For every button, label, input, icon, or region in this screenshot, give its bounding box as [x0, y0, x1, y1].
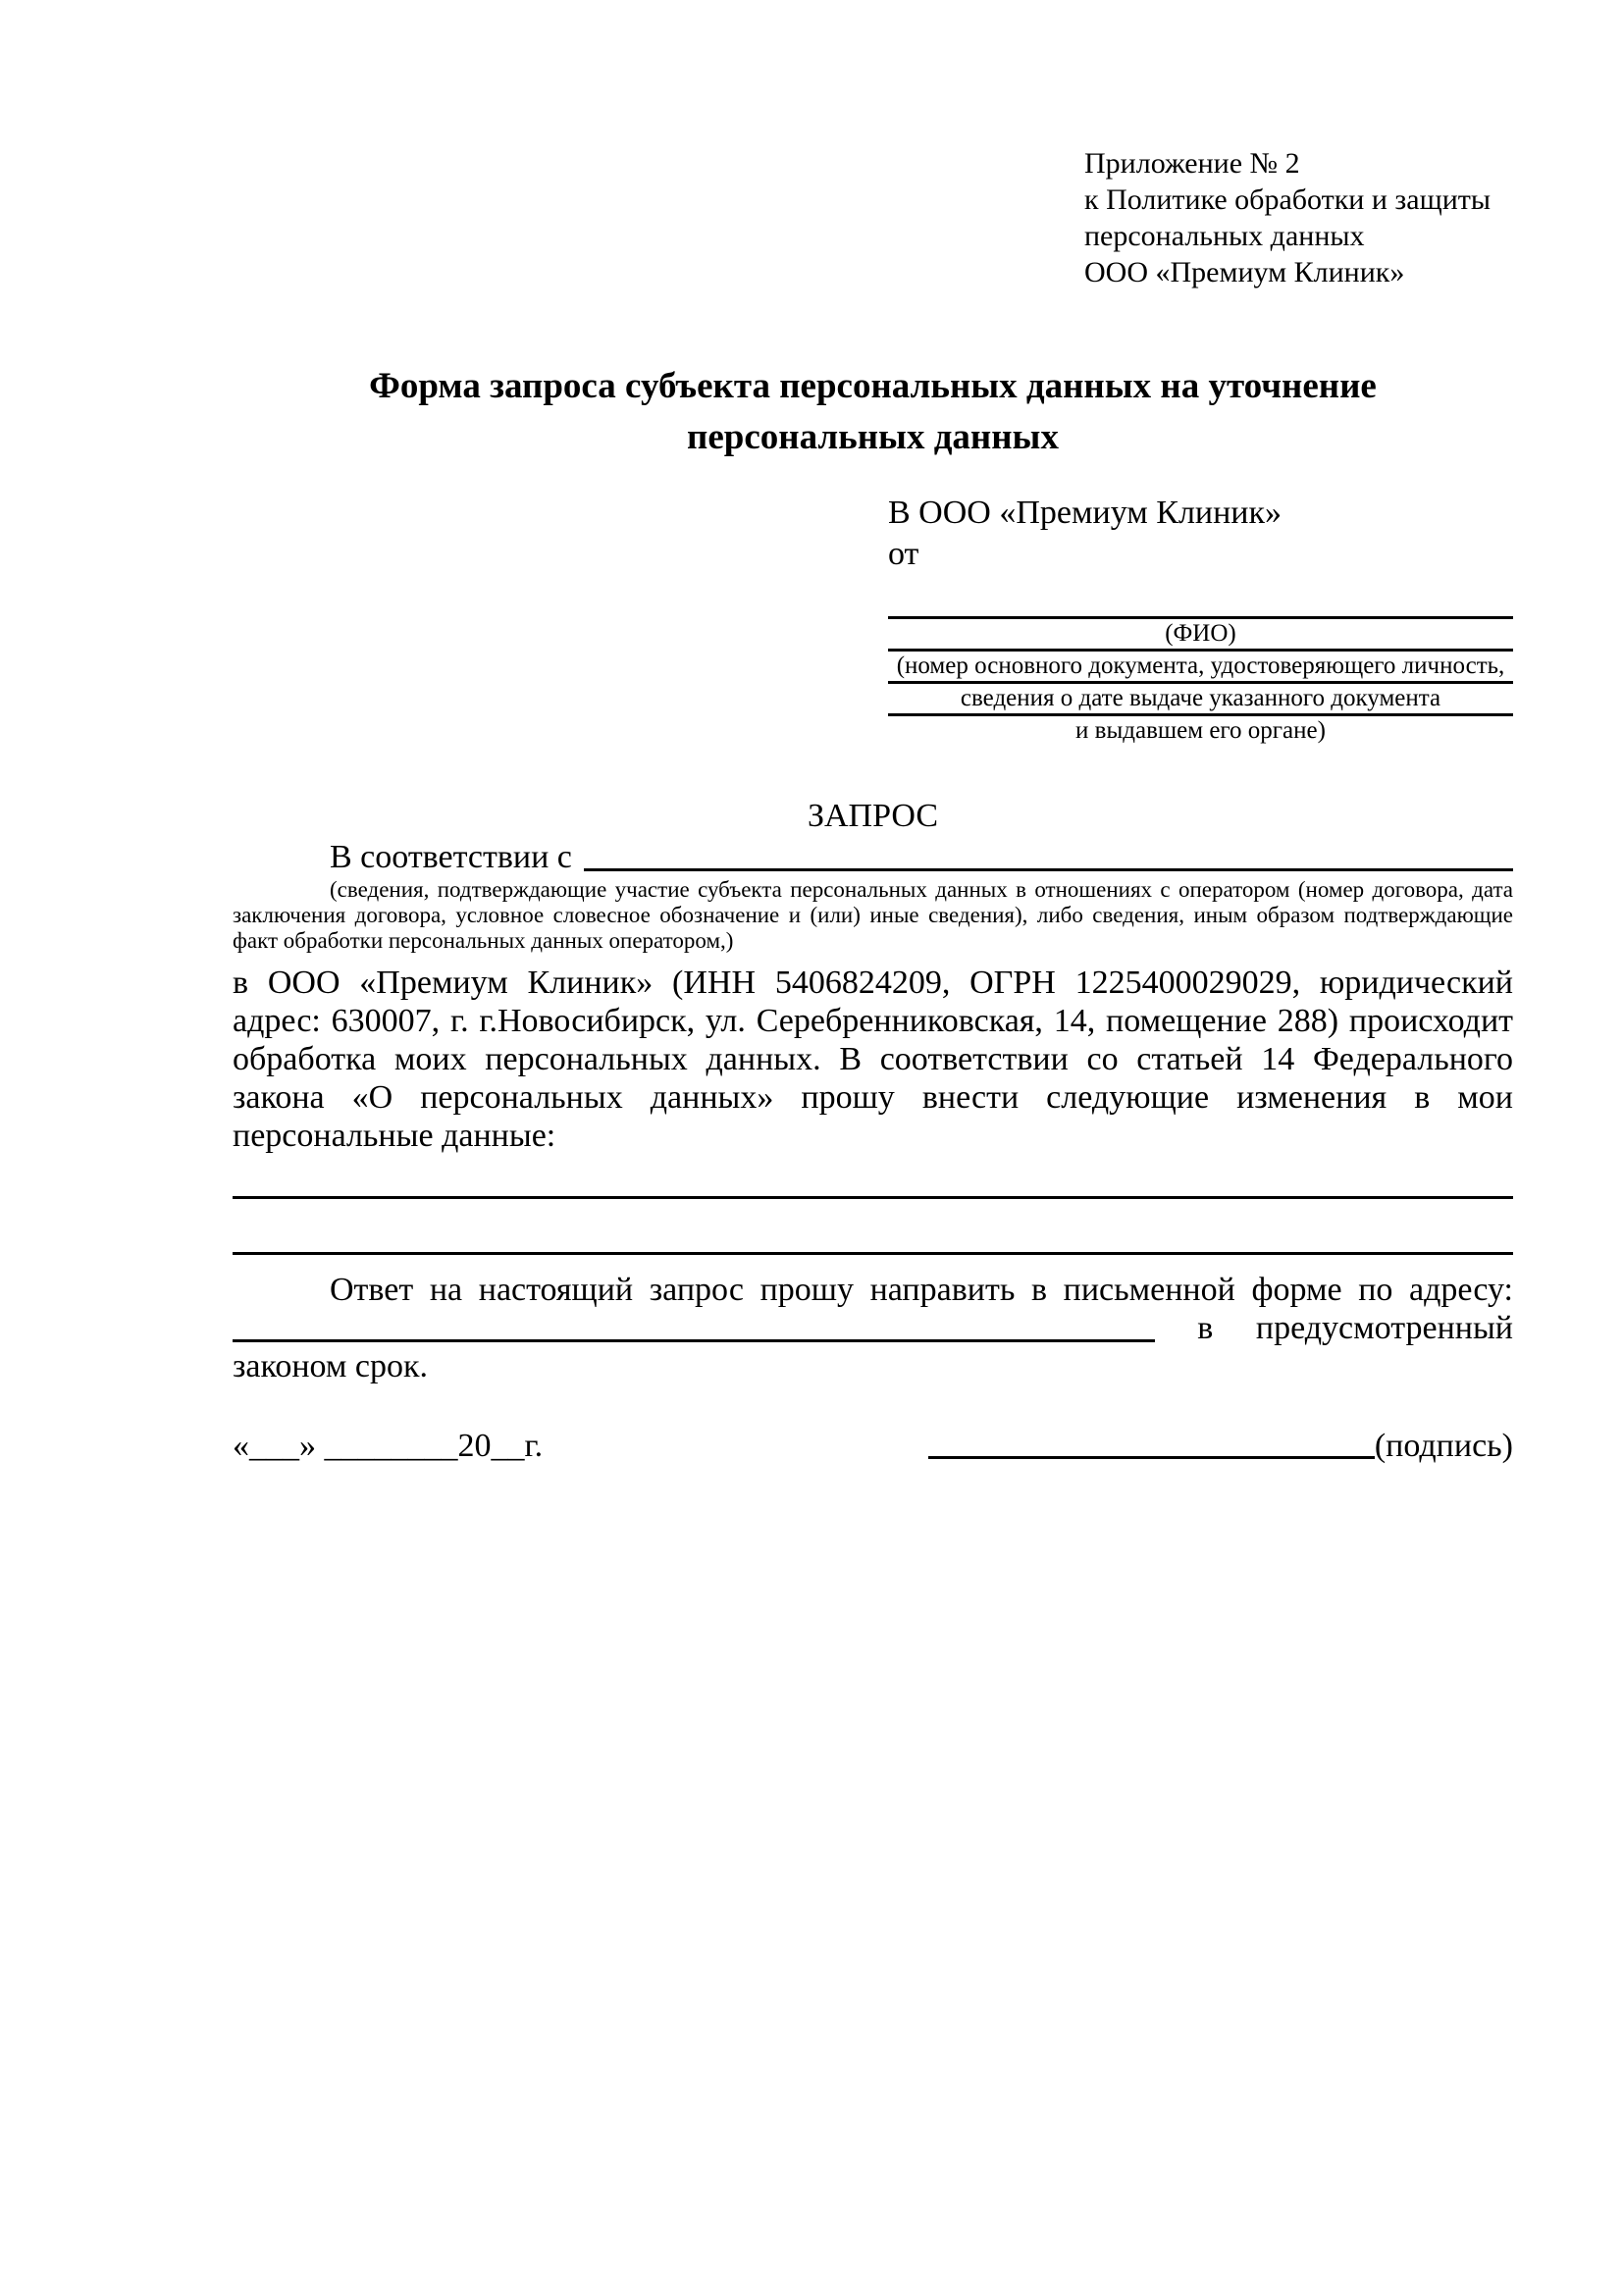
footer-row [233, 1427, 1513, 1466]
changes-input-line-2[interactable] [233, 1252, 1513, 1255]
reply-word-term: предусмотренный [1255, 1310, 1513, 1346]
fine-print-note: (сведения, подтверждающие участие субъекта персональных данных в отношениях с оператором (номер договора, дата заключения договора, условное словесное обозначение и (или) иные сведения), либо сведения, иным образом подтверждающие факт обработки персональных данных оператором,) [233, 877, 1513, 953]
doc-issuer-caption: и выдавшем его органе) [1075, 717, 1326, 744]
body-paragraph: в ООО «Премиум Клиник» (ИНН 5406824209, ОГРН 1225400029029, юридический адрес: 630007, г. г.Новосибирск, ул. Серебренниковская, 14, помещение 288) происходит обработка моих персональных данных. В соответствии со статьей 14 Федерального закона «О персональных данных» прошу внести следующие изменения в мои персональные данные: [233, 965, 1513, 1154]
reply-paragraph-line1: Ответ на настоящий запрос прошу направить в письменной форме по адресу: [330, 1272, 1513, 1308]
doc-issue-date-caption: сведения о дате выдаче указанного документа [960, 685, 1441, 711]
date-input-line[interactable]: «___» ________20__г. [233, 1428, 544, 1464]
reply-paragraph-line3: законом срок. [233, 1348, 428, 1384]
appendix-line-3: персональных данных [1084, 220, 1365, 252]
signature-input-line[interactable] [928, 1456, 1375, 1459]
reply-paragraph-line2 [233, 1309, 1513, 1347]
fio-caption: (ФИО) [1165, 620, 1236, 647]
appendix-line-4: ООО «Премиум Клиник» [1084, 256, 1405, 288]
appendix-block [1084, 145, 1513, 290]
addressee-organization: В ООО «Премиум Клиник» [888, 495, 1283, 531]
document-content [233, 145, 1513, 1466]
appendix-line-1: Приложение № 2 [1084, 147, 1300, 180]
addressee-from-label: от [888, 536, 919, 572]
accordance-prefix: В соответствии с [330, 839, 572, 875]
request-heading: ЗАПРОС [807, 798, 939, 834]
addressee-block [888, 493, 1513, 746]
reply-word-v: в [1197, 1310, 1214, 1346]
accordance-input-line[interactable] [584, 838, 1513, 871]
accordance-row [233, 838, 1513, 877]
changes-input-line-1[interactable] [233, 1196, 1513, 1199]
document-title: Форма запроса субъекта персональных данных на уточнение персональных данных [369, 366, 1377, 457]
doc-number-caption: (номер основного документа, удостоверяющего личность, [896, 652, 1505, 679]
signature-caption: (подпись) [1374, 1428, 1513, 1464]
appendix-line-2: к Политике обработки и защиты [1084, 183, 1492, 216]
address-input-line[interactable] [233, 1339, 1155, 1342]
signature-group [928, 1427, 1513, 1466]
